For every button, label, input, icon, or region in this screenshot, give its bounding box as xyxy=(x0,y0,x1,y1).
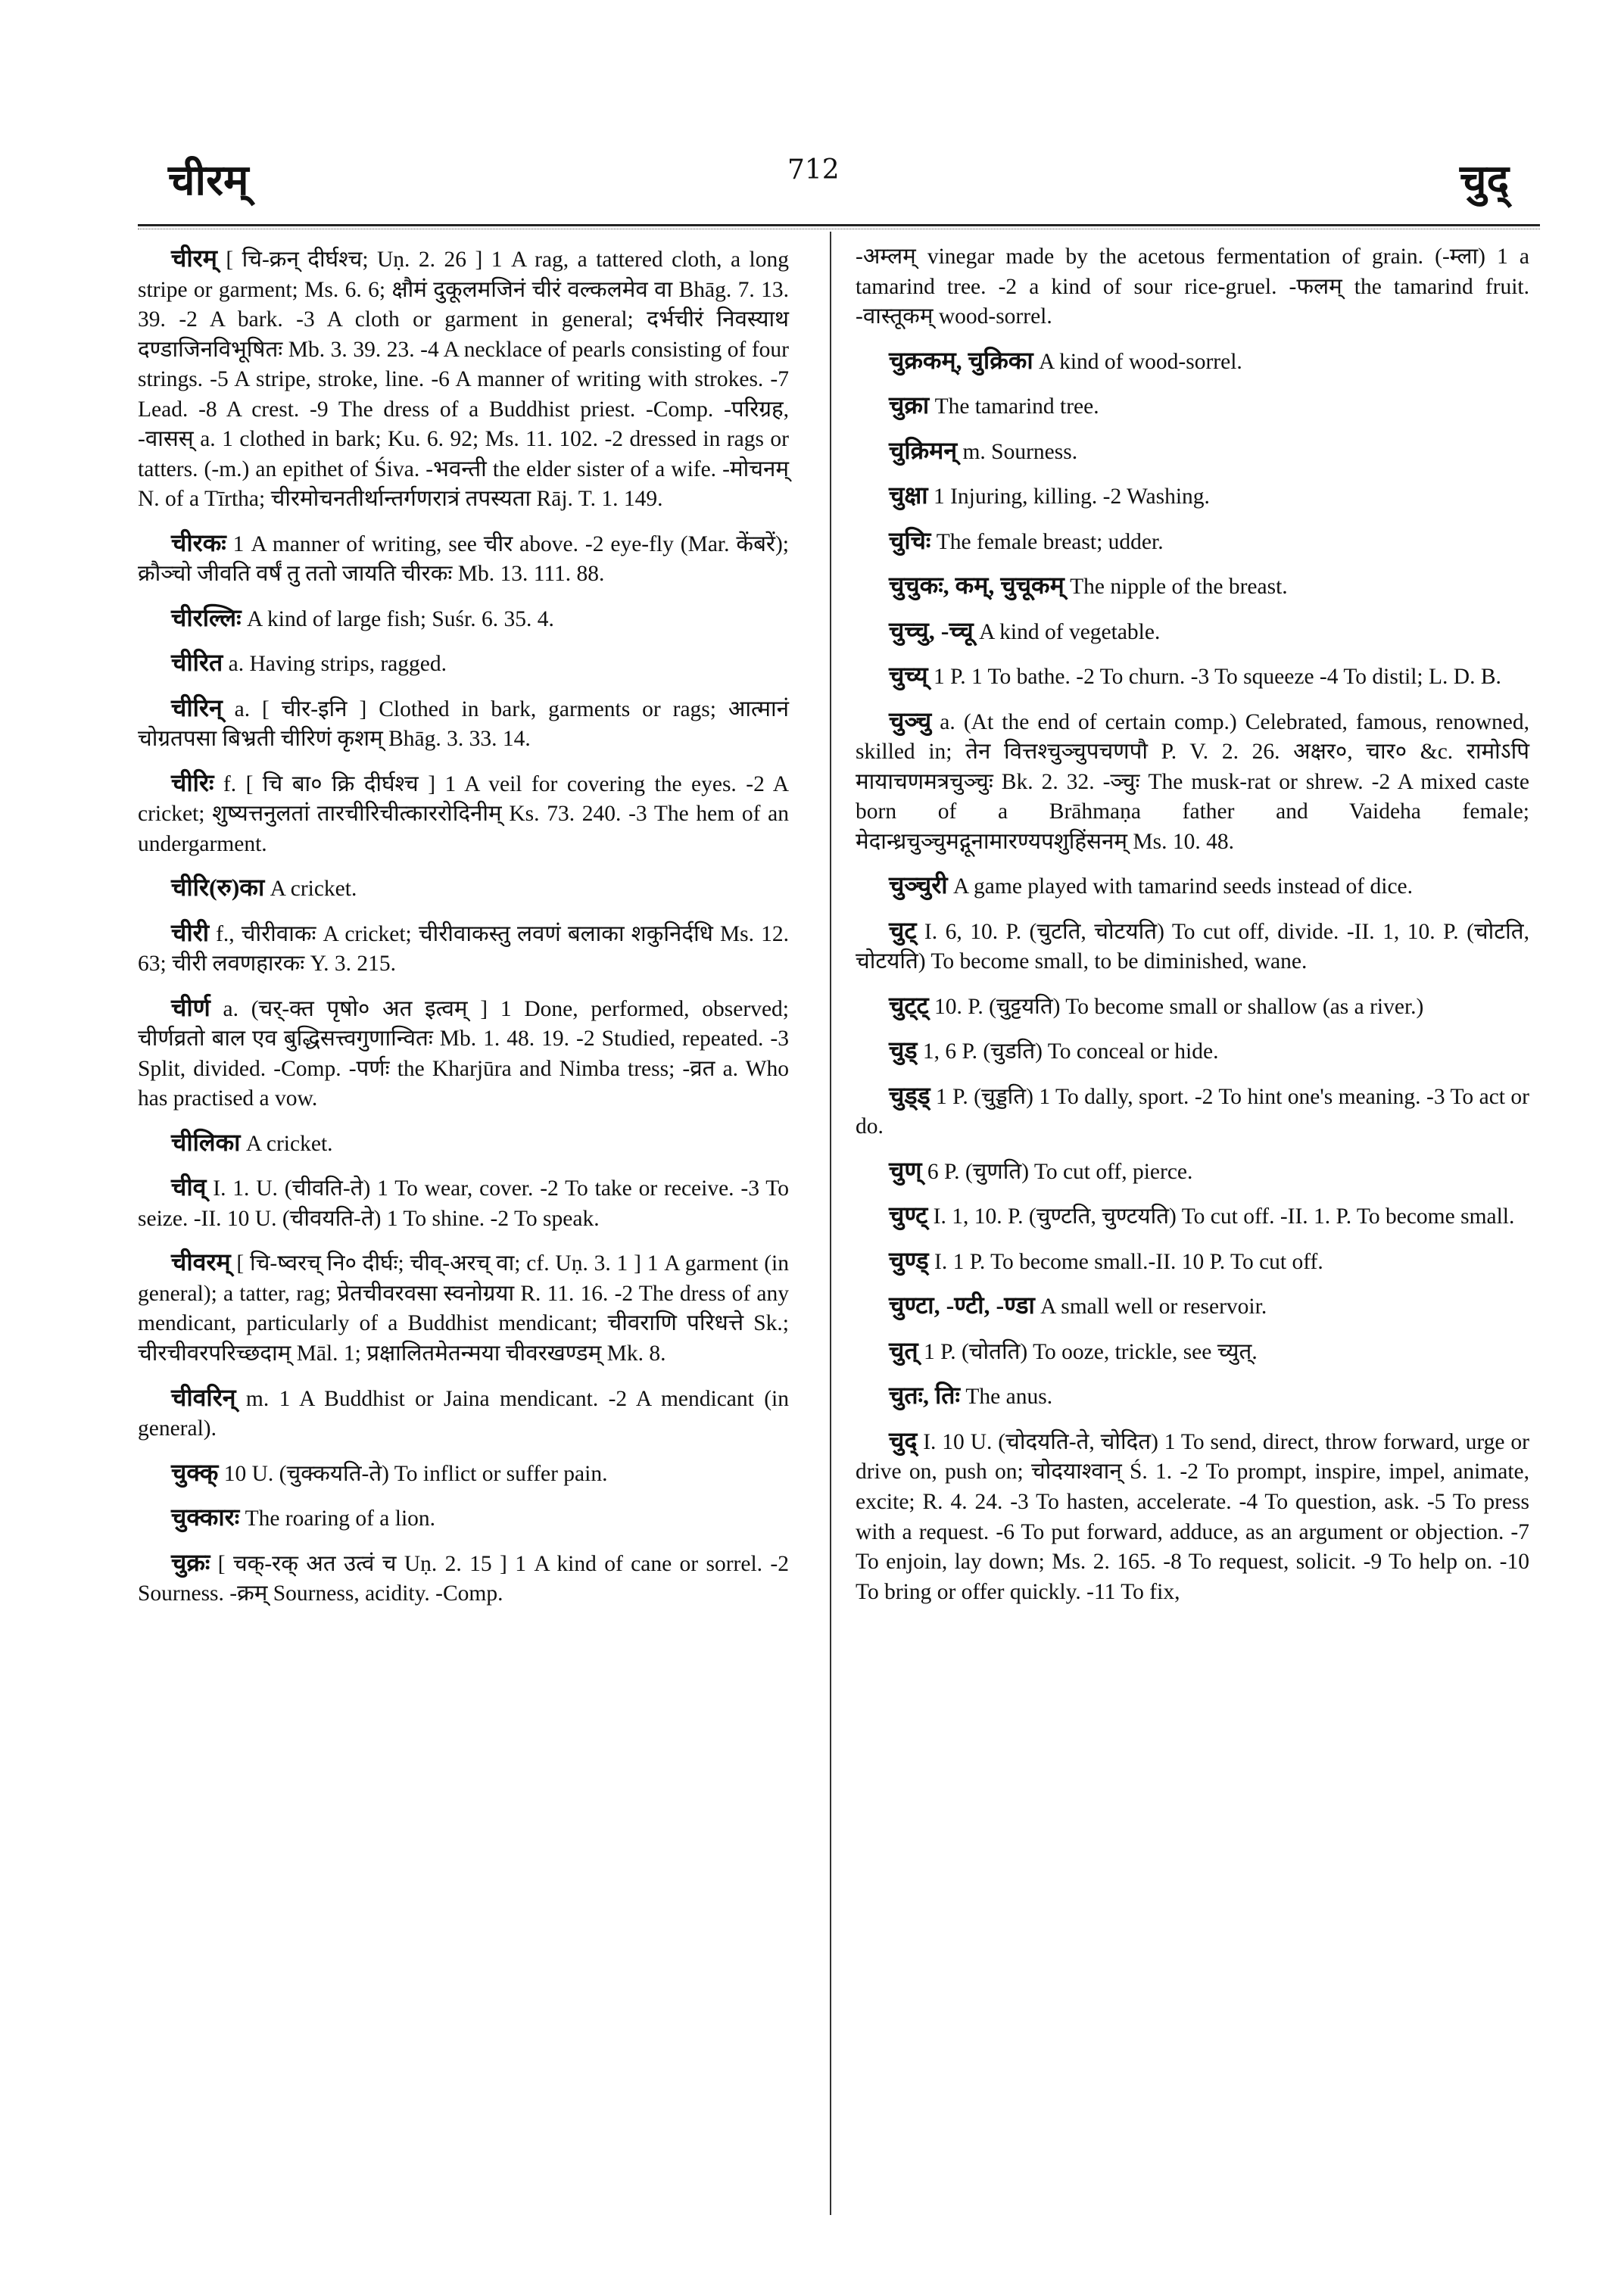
page-number: 712 xyxy=(787,154,840,185)
entry-definition: [ चि-ष्वरच् नि० दीर्घः; चीव्-अरच् वा; cf. Uṇ. 3. 1 ] 1 A garment (in general); a tatter, rag; प्रेतचीवरवसा स्वनोग्रया R. 11. 16. -2 The dress of any mendicant, particularly of a Buddhist mendicant; चीवराणि परिधत्ते Sk.; चीरचीवरपरिच्छदाम् Māl. 1; प्रक्षालितमेतन्मया चीवरखण्डम् Mk. 8. xyxy=(138,1251,789,1366)
dictionary-entry xyxy=(138,646,789,680)
dictionary-entry xyxy=(856,435,1529,468)
entry-headword: चुड्ड् xyxy=(889,1081,930,1109)
entry-definition: 1 P. (चुड्डति) 1 To dally, sport. -2 To hint one's meaning. -3 To act or do. xyxy=(856,1084,1529,1139)
entry-headword: चुण्टा, -ण्टी, -ण्डा xyxy=(889,1291,1035,1319)
entry-headword: चुण्ड् xyxy=(889,1246,929,1274)
entry-headword: चीरिः xyxy=(171,768,214,796)
entry-definition: 1 P. (चोतति) To ooze, trickle, see च्युत्. xyxy=(918,1339,1258,1364)
entry-headword: चुण् xyxy=(889,1156,922,1184)
entry-definition: A kind of vegetable. xyxy=(973,619,1161,644)
entry-headword: चुक्षा xyxy=(889,481,928,509)
column-divider xyxy=(830,232,831,2215)
dictionary-entry xyxy=(138,871,789,905)
entry-definition: a. Having strips, ragged. xyxy=(223,652,447,677)
dictionary-entry xyxy=(856,659,1529,693)
entry-headword: चीरि(रु)का xyxy=(171,874,265,902)
dictionary-entry xyxy=(856,1034,1529,1067)
entry-definition: A small well or reservoir. xyxy=(1034,1294,1267,1319)
entry-headword: चुक्कारः xyxy=(171,1503,240,1531)
entry-definition: 1 Injuring, killing. -2 Washing. xyxy=(927,484,1210,509)
entry-definition: The tamarind tree. xyxy=(929,394,1099,419)
entry-headword: चीवरम् xyxy=(171,1248,231,1276)
entry-headword: चुचिः xyxy=(889,526,931,554)
dictionary-entry xyxy=(138,1382,789,1444)
dictionary-entry xyxy=(856,1080,1529,1142)
header-rule xyxy=(138,224,1540,229)
dictionary-entry xyxy=(138,602,789,635)
entry-definition: I. 1, 10. P. (चुण्टति, चुण्टयति) To cut off. -II. 1. P. To become small. xyxy=(927,1204,1515,1229)
entry-definition: 10 U. (चुक्कयति-ते) To inflict or suffer pain. xyxy=(218,1461,608,1486)
entry-headword: चुक्रः xyxy=(171,1548,210,1576)
entry-headword: चुक्रकम्, चुक्रिका xyxy=(889,346,1033,374)
entry-headword: चुञ्चुरी xyxy=(889,871,948,899)
entry-headword: चुक्क् xyxy=(171,1458,219,1486)
running-headword-left: चीरम् xyxy=(168,155,249,205)
running-headword-right: चुद् xyxy=(1460,155,1510,205)
dictionary-entry xyxy=(856,1199,1529,1232)
entry-headword: चीरम् xyxy=(171,245,217,272)
entry-headword: चुचुकः, कम्, चुचूकम् xyxy=(889,572,1064,600)
entry-definition: A cricket. xyxy=(240,1131,333,1156)
entry-definition: A kind of large fish; Suśr. 6. 35. 4. xyxy=(241,606,554,631)
dictionary-entry xyxy=(138,1171,789,1234)
entry-headword: चुतः, तिः xyxy=(889,1382,961,1410)
dictionary-entry xyxy=(856,1335,1529,1368)
dictionary-entry xyxy=(138,1246,789,1369)
dictionary-entry xyxy=(856,525,1529,558)
entry-definition: m. 1 A Buddhist or Jaina mendicant. -2 A mendicant (in general). xyxy=(138,1386,789,1441)
dictionary-entry xyxy=(856,1289,1529,1323)
entry-definition: f., चीरीवाकः A cricket; चीरीवाकस्तु लवणं बलाका शकुनिर्दधि Ms. 12. 63; चीरी लवणहारकः Y. 3. 215. xyxy=(138,921,789,977)
dictionary-entry xyxy=(138,767,789,860)
entry-definition: a. (At the end of certain comp.) Celebrated, famous, renowned, skilled in; तेन वित्तश्चुञ्चुपचणपौ P. V. 2. 26. अक्षर०, चार० &c. रामोऽपि मायाचणमत्रचुञ्चुः Bk. 2. 32. -ञ्चुः The musk-rat or shrew. -2 A mixed caste born of a Brāhmaṇa father and Vaideha female; मेदान्ध्रचुञ्चुमद्गूनामारण्यपशुहिंसनम् Ms. 10. 48. xyxy=(856,709,1529,854)
dictionary-entry xyxy=(856,705,1529,858)
entry-headword: चुट्ट् xyxy=(889,991,929,1019)
entry-headword: चीर्ण xyxy=(171,993,210,1021)
entry-definition: A cricket. xyxy=(264,877,357,902)
dictionary-entry xyxy=(856,389,1529,422)
dictionary-entry xyxy=(856,1245,1529,1278)
entry-definition: a. (चर्-क्त पृषो० अत इत्वम् ] 1 Done, performed, observed; चीर्णव्रतो बाल एव बुद्धिसत्त्वगुणान्वितः Mb. 1. 48. 19. -2 Studied, repeated. -3 Split, divided. -Comp. -पर्णः the Kharjūra and Nimba tress; -व्रत a. Who has practised a vow. xyxy=(138,996,789,1111)
entry-definition: 1, 6 P. (चुडति) To conceal or hide. xyxy=(917,1039,1219,1064)
entry-headword: चुच्चु, -च्चू xyxy=(889,616,974,644)
entry-headword: चीलिका xyxy=(171,1128,241,1156)
dictionary-entry xyxy=(138,1547,789,1609)
entry-definition: [ चक्-रक् अत उत्वं च Uṇ. 2. 15 ] 1 A kind of cane or sorrel. -2 Sourness. -क्रम् Sourness, acidity. -Comp. xyxy=(138,1551,789,1606)
left-column xyxy=(138,242,789,1622)
dictionary-entry xyxy=(856,242,1529,332)
entry-definition: I. 6, 10. P. (चुटति, चोटयति) To cut off, divide. -II. 1, 10. P. (चोटति, चोटयति) To become small, to be diminished, wane. xyxy=(856,919,1529,974)
entry-definition: The roaring of a lion. xyxy=(239,1506,436,1531)
entry-definition: a. [ चीर-इनि ] Clothed in bark, garments or rags; आत्मानं चोग्रतपसा बिभ्रती चीरिणं कृशम् Bhāg. 3. 33. 14. xyxy=(138,696,789,752)
entry-headword: चुक्रा xyxy=(889,391,930,419)
dictionary-entry xyxy=(856,1379,1529,1413)
dictionary-entry xyxy=(856,989,1529,1023)
entry-definition: A game played with tamarind seeds instead of dice. xyxy=(947,874,1414,899)
entry-headword: चीवरिन् xyxy=(171,1383,236,1411)
entry-definition: -अम्लम् vinegar made by the acetous fermentation of grain. (-म्ला) 1 a tamarind tree. -2 a kind of sour rice-gruel. -फलम् the tamarind fruit. -वास्तूकम् wood-sorrel. xyxy=(856,245,1529,329)
dictionary-entry xyxy=(138,527,789,590)
entry-headword: चुड् xyxy=(889,1036,918,1064)
dictionary-entry xyxy=(856,869,1529,902)
dictionary-entry xyxy=(856,615,1529,648)
entry-definition: The nipple of the breast. xyxy=(1064,575,1288,600)
entry-definition: 1 A manner of writing, see चीर above. -2 eye-fly (Mar. केंबरें); क्रौञ्चो जीवति वर्षं तु ततो जायति चीरकः Mb. 13. 111. 88. xyxy=(138,531,789,587)
entry-definition: 10. P. (चुट्टयति) To become small or shallow (as a river.) xyxy=(928,994,1424,1019)
dictionary-entry xyxy=(138,1501,789,1534)
entry-definition: [ चि-क्रन् दीर्घश्च; Uṇ. 2. 26 ] 1 A rag, a tattered cloth, a long stripe or garment; Ms. 6. 6; क्षौमं दुकूलमजिनं चीरं वल्कलमेव वा Bhāg. 7. 13. 39. -2 A bark. -3 A cloth or garment in general; दर्भचीरं निवस्याथ दण्डाजिनविभूषितः Mb. 3. 39. 23. -4 A necklace of pearls consisting of four strings. -5 A stripe, stroke, line. -6 A manner of writing with strokes. -7 Lead. -8 A crest. -9 The dress of a Buddhist priest. -Comp. -परिग्रह, -वासस् a. 1 clothed in bark; Ku. 6. 92; Ms. 11. 102. -2 dressed in rags or tatters. (-m.) an epithet of Śiva. -भवन्ती the elder sister of a wife. -मोचनम् N. of a Tīrtha; चीरमोचनतीर्थान्तर्गणरात्रं तपस्यता Rāj. T. 1. 149. xyxy=(138,248,789,512)
dictionary-entry xyxy=(856,569,1529,603)
dictionary-entry xyxy=(856,344,1529,378)
dictionary-entry xyxy=(138,917,789,980)
dictionary-entry xyxy=(856,914,1529,977)
dictionary-entry xyxy=(138,1126,789,1160)
entry-headword: चुञ्चु xyxy=(889,706,932,734)
entry-definition: f. [ चि बा० क्रि दीर्घश्च ] 1 A veil for covering the eyes. -2 A cricket; शुष्यत्तनुलतां तारचीरिचीत्काररोदिनीम् Ks. 73. 240. -3 The hem of an undergarment. xyxy=(138,771,789,856)
entry-headword: चीरकः xyxy=(171,528,226,556)
dictionary-entry xyxy=(138,1456,789,1490)
entry-definition: The anus. xyxy=(960,1385,1053,1410)
entry-headword: चुक्रिमन् xyxy=(889,436,958,464)
entry-headword: चीरिन् xyxy=(171,693,223,721)
dictionary-entry xyxy=(138,692,789,755)
entry-definition: 1 P. 1 To bathe. -2 To churn. -3 To squeeze -4 To distil; L. D. B. xyxy=(927,665,1501,690)
dictionary-entry xyxy=(856,1154,1529,1188)
dictionary-entry xyxy=(138,992,789,1114)
page-header xyxy=(0,0,1624,227)
entry-definition: m. Sourness. xyxy=(957,439,1078,464)
entry-definition: I. 10 U. (चोदयति-ते, चोदित) 1 To send, direct, throw forward, urge or drive on, push on; चोदयाश्वान् Ś. 1. -2 To prompt, inspire, impel, animate, excite; R. 4. 24. -3 To hasten, accelerate. -4 To question, ask. -5 To press with a request. -6 To put forward, adduce, as an argument or objection. -7 To enjoin, lay down; Ms. 2. 165. -8 To request, solicit. -9 To help on. -10 To bring or offer quickly. -11 To fix, xyxy=(856,1429,1529,1604)
entry-definition: The female breast; udder. xyxy=(930,529,1164,554)
dictionary-entry xyxy=(856,1425,1529,1607)
entry-headword: चीरल्लिः xyxy=(171,603,242,631)
entry-headword: चीरित xyxy=(171,649,223,677)
dictionary-entry xyxy=(856,479,1529,512)
entry-definition: 6 P. (चुणति) To cut off, pierce. xyxy=(921,1159,1193,1184)
entry-definition: I. 1. U. (चीवति-ते) 1 To wear, cover. -2 To take or receive. -3 To seize. -II. 10 U. (चीवयति-ते) 1 To shine. -2 To speak. xyxy=(138,1176,789,1231)
right-column xyxy=(856,242,1529,1619)
entry-headword: चुण्ट् xyxy=(889,1201,928,1229)
entry-definition: A kind of wood-sorrel. xyxy=(1033,349,1242,374)
entry-headword: चीरी xyxy=(171,918,209,946)
entry-headword: चुत् xyxy=(889,1336,918,1364)
dictionary-entry xyxy=(138,242,789,515)
entry-headword: चीव् xyxy=(171,1173,207,1201)
entry-headword: चुद् xyxy=(889,1426,918,1454)
entry-definition: I. 1 P. To become small.-II. 10 P. To cut off. xyxy=(928,1249,1323,1274)
entry-headword: चुच्य् xyxy=(889,662,928,690)
entry-headword: चुट् xyxy=(889,916,917,944)
